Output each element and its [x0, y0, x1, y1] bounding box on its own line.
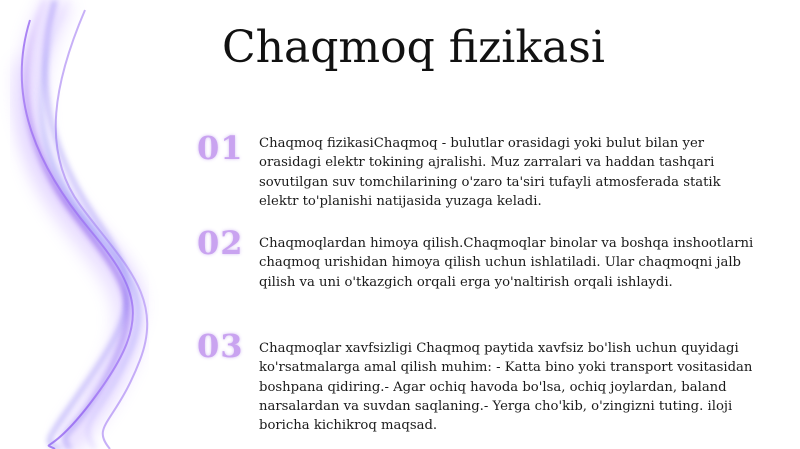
item-number-2: 02 [197, 224, 244, 262]
item-number-3: 03 [197, 327, 244, 365]
decorative-smoke-image [0, 0, 200, 449]
item-text-2: Chaqmoqlardan himoya qilish.Chaqmoqlar binolar va boshqa inshootlarni chaqmoq urishidan himoya qilish uchun ishlatiladi. Ular chaqmoqni jalb qilish va uni o'tkazgich orqali erga yo'naltirish orqali ishlaydi. [259, 236, 754, 290]
item-text-3: Chaqmoqlar xavfsizligi Chaqmoq paytida xavfsiz bo'lish uchun quyidagi ko'rsatmalarga amal qilish muhim: - Katta bino yoki transport vositasidan boshpana qidiring.- Agar ochiq havoda bo'lsa, ochiq joylardan, baland narsalardan va suvdan saqlaning.- Yerga cho'kib, o'zingizni tuting. iloji boricha kichikroq maqsad. [259, 341, 753, 434]
slide-title: Chaqmoq fizikasi [222, 22, 605, 73]
item-text-1: Chaqmoq fizikasiChaqmoq - bulutlar orasidagi yoki bulut bilan yer orasidagi elektr tokining ajralishi. Muz zarralari va haddan tashqari sovutilgan suv tomchilarining o'zaro ta'siri tufayli atmosferada statik elektr to'planishi natijasida yuzaga keladi. [259, 136, 721, 209]
item-number-1: 01 [197, 129, 244, 167]
